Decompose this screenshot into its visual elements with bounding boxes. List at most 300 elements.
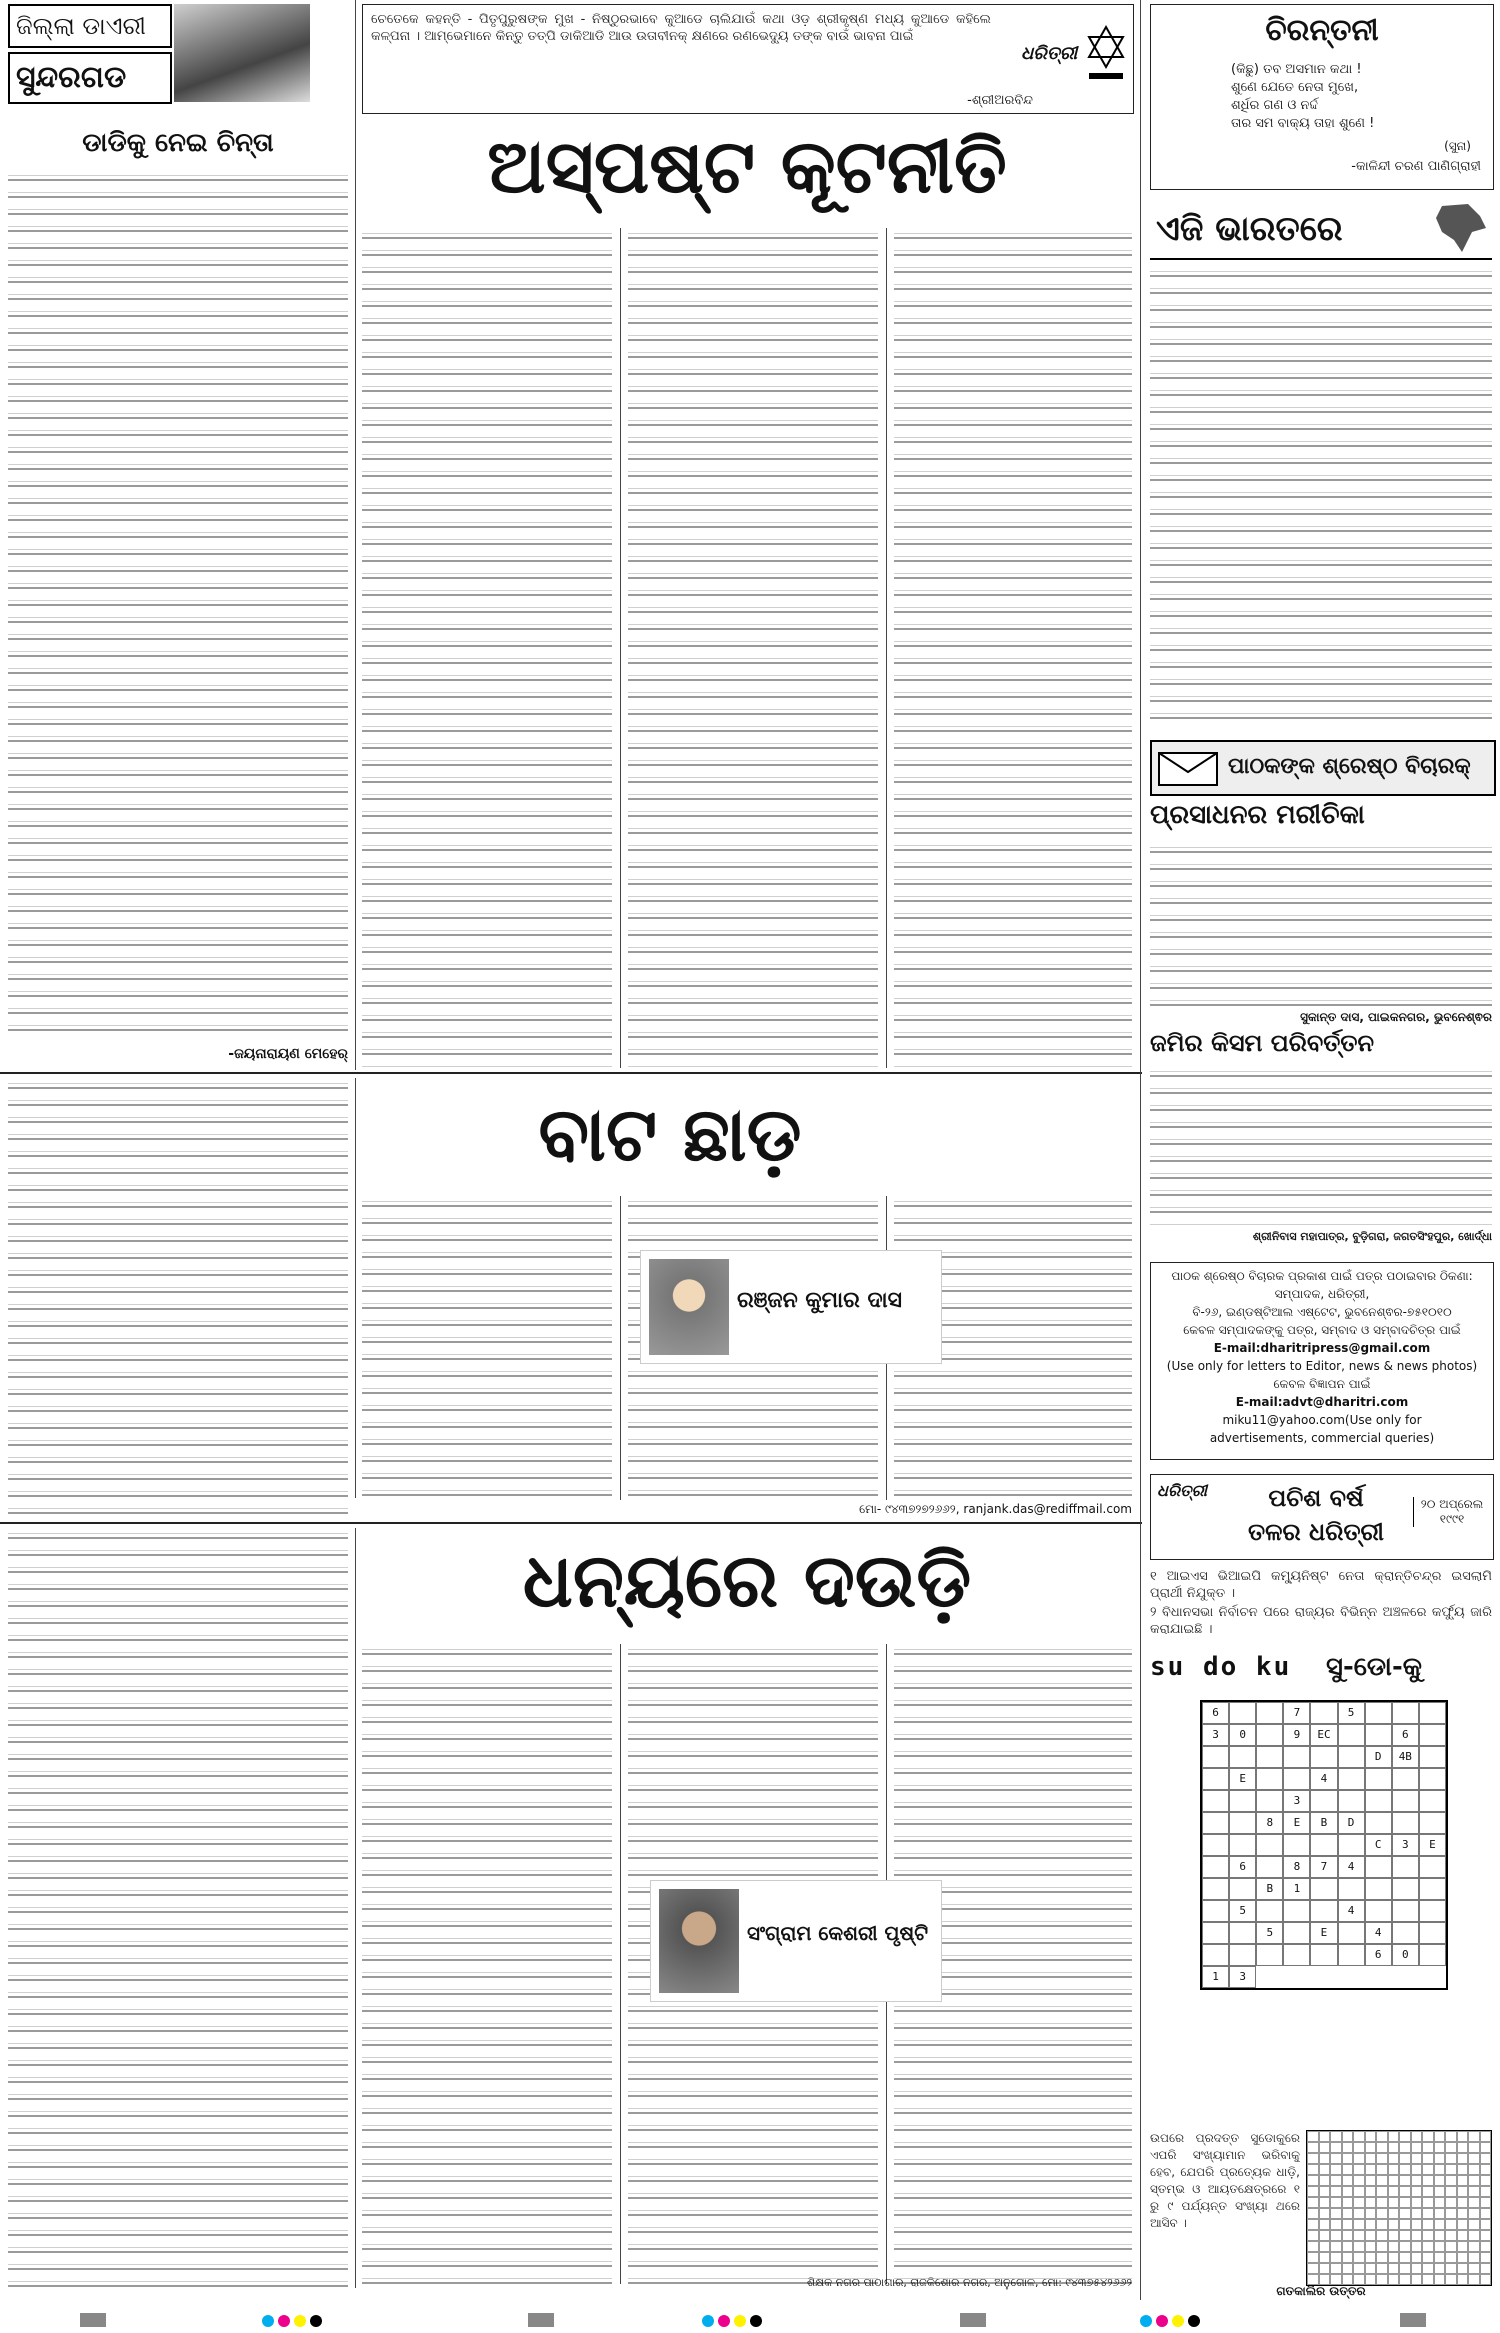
sudoku-cell[interactable]: D [1338, 1812, 1365, 1834]
chirantani-title: ଚିରନ୍ତନୀ [1265, 13, 1379, 48]
sudoku-cell[interactable]: 7 [1310, 1856, 1337, 1878]
sudoku-cell[interactable]: 4 [1338, 1900, 1365, 1922]
solution-cell [1457, 2263, 1469, 2274]
sudoku-cell[interactable]: 3 [1283, 1790, 1310, 1812]
solution-cell [1319, 2164, 1331, 2175]
sudoku-cell[interactable] [1419, 1746, 1446, 1768]
solution-cell [1434, 2230, 1446, 2241]
solution-cell [1468, 2230, 1480, 2241]
sudoku-cell[interactable] [1202, 1746, 1229, 1768]
sudoku-cell[interactable] [1310, 1746, 1337, 1768]
sudoku-cell[interactable] [1310, 1944, 1337, 1966]
solution-cell [1307, 2274, 1319, 2285]
solution-cell [1376, 2197, 1388, 2208]
solution-cell [1342, 2131, 1354, 2142]
solution-cell [1445, 2186, 1457, 2197]
sudoku-cell[interactable] [1338, 1878, 1365, 1900]
contact-line: କେବଳ ସମ୍ପାଦକଙ୍କୁ ପତ୍ର, ସମ୍ବାଦ ଓ ସମ୍ବାଦଚିତ୍ର ପାଇଁ [1183, 1323, 1461, 1337]
sudoku-cell[interactable] [1365, 1878, 1392, 1900]
sudoku-cell[interactable] [1202, 1790, 1229, 1812]
sudoku-cell[interactable]: 6 [1392, 1724, 1419, 1746]
solution-cell [1388, 2197, 1400, 2208]
solution-cell [1307, 2241, 1319, 2252]
solution-cell [1307, 2186, 1319, 2197]
section-rule [0, 1072, 1142, 1074]
contact-line: miku11@yahoo.com(Use only for [1222, 1413, 1422, 1427]
sudoku-cell[interactable]: 6 [1202, 1702, 1229, 1724]
solution-cell [1376, 2164, 1388, 2175]
solution-cell [1445, 2164, 1457, 2175]
sudoku-cell[interactable] [1202, 1812, 1229, 1834]
cyan-dot [702, 2315, 714, 2327]
black-dot [310, 2315, 322, 2327]
sudoku-cell[interactable]: E [1419, 1834, 1446, 1856]
solution-cell [1342, 2197, 1354, 2208]
sudoku-cell[interactable]: C [1365, 1834, 1392, 1856]
column-rule [886, 228, 887, 1068]
sudoku-cell[interactable]: 7 [1283, 1702, 1310, 1724]
sudoku-cell[interactable]: 3 [1202, 1724, 1229, 1746]
solution-cell [1319, 2252, 1331, 2263]
solution-cell [1307, 2230, 1319, 2241]
sudoku-cell[interactable]: 0 [1392, 1944, 1419, 1966]
sudoku-cell[interactable] [1256, 1834, 1283, 1856]
yellow-dot [294, 2315, 306, 2327]
solution-cell [1342, 2252, 1354, 2263]
solution-cell [1422, 2208, 1434, 2219]
solution-cell [1342, 2263, 1354, 2274]
solution-cell [1480, 2252, 1492, 2263]
sudoku-cell[interactable] [1365, 1768, 1392, 1790]
sudoku-cell[interactable] [1392, 1922, 1419, 1944]
author-photo [649, 1259, 729, 1355]
solution-cell [1388, 2219, 1400, 2230]
sudoku-cell[interactable]: 6 [1229, 1856, 1256, 1878]
sudoku-cell[interactable] [1392, 1702, 1419, 1724]
envelope-icon [1158, 752, 1218, 786]
sudoku-cell[interactable] [1283, 1900, 1310, 1922]
solution-cell [1342, 2219, 1354, 2230]
solution-cell [1365, 2186, 1377, 2197]
sudoku-cell[interactable] [1419, 1702, 1446, 1724]
twentyfive-date: ୨୦ ଅପ୍ରେଲ ୧୯୯୧ [1413, 1497, 1490, 1527]
solution-cell [1457, 2241, 1469, 2252]
solution-cell [1480, 2219, 1492, 2230]
sudoku-cell[interactable]: 5 [1256, 1922, 1283, 1944]
solution-cell [1411, 2230, 1423, 2241]
twentyfive-logo: ଧରିତ୍ରୀ [1157, 1481, 1207, 1500]
solution-cell [1330, 2131, 1342, 2142]
sudoku-cell[interactable]: 4 [1310, 1768, 1337, 1790]
solution-cell [1342, 2274, 1354, 2285]
sudoku-cell[interactable] [1229, 1790, 1256, 1812]
solution-cell [1468, 2263, 1480, 2274]
solution-cell [1445, 2175, 1457, 2186]
solution-cell [1457, 2208, 1469, 2219]
sudoku-cell[interactable] [1419, 1790, 1446, 1812]
sudoku-cell[interactable] [1229, 1944, 1256, 1966]
sudoku-cell[interactable]: 1 [1202, 1966, 1229, 1988]
sudoku-cell[interactable]: 6 [1365, 1944, 1392, 1966]
solution-cell [1319, 2208, 1331, 2219]
sudoku-cell[interactable] [1229, 1922, 1256, 1944]
sudoku-cell[interactable]: 5 [1229, 1900, 1256, 1922]
solution-cell [1376, 2263, 1388, 2274]
district-diary-header [8, 4, 308, 124]
poem-line: (କିଛୁ) ତବ ଅସମାନ କଥା ! [1231, 62, 1362, 77]
solution-cell [1422, 2131, 1434, 2142]
solution-cell [1307, 2197, 1319, 2208]
solution-cell [1457, 2164, 1469, 2175]
solution-cell [1353, 2153, 1365, 2164]
solution-cell [1422, 2142, 1434, 2153]
sudoku-cell[interactable] [1310, 1790, 1337, 1812]
sudoku-cell[interactable]: 3 [1392, 1834, 1419, 1856]
solution-cell [1422, 2252, 1434, 2263]
solution-cell [1434, 2208, 1446, 2219]
letter1-title: ପ୍ରସାଧନର ମରୀଚିକା [1150, 800, 1365, 830]
solution-cell [1411, 2131, 1423, 2142]
solution-cell [1411, 2142, 1423, 2153]
ajira-bharata-title: ଏଜି ଭାରତରେ [1156, 209, 1343, 249]
contact-line: ସମ୍ପାଦକ, ଧରିତ୍ରୀ, [1274, 1287, 1370, 1301]
sudoku-cell[interactable]: B [1256, 1878, 1283, 1900]
sudoku-cell[interactable] [1283, 1768, 1310, 1790]
column-rule [1140, 1070, 1141, 2300]
quote-text: ଚେତେକେ କହନ୍ତି - ପିତୃପୁରୁଷଙ୍କ ମୁଖ - ନିଷ୍ଠୁରଭାବେ କୁଆଡେ ଚାଲିଯାଉଁ କଥା ଓଡ଼ ଶ୍ରୀକୃଷ୍ଣ ମଧ୍ୟ କୁଆଡେ କହିଲେ କଳ୍ପନା । ଆମ୍ଭେମାନେ କିନ୍ତୁ ତତ୍ପି ଡାକିଆଡି ଆଉ ଉତାବୀନକ୍ କ୍ଷଣରେ ରଣଭେଦ୍ୟୁ ତଙ୍କ ବାଉଁ ଭାବନା ପାଇଁ [371, 12, 991, 44]
solution-cell [1342, 2175, 1354, 2186]
solution-cell [1376, 2230, 1388, 2241]
solution-cell [1342, 2164, 1354, 2175]
sudoku-cell[interactable] [1392, 1856, 1419, 1878]
solution-cell [1365, 2252, 1377, 2263]
sudoku-cell[interactable] [1202, 1922, 1229, 1944]
solution-cell [1411, 2241, 1423, 2252]
magenta-dot [718, 2315, 730, 2327]
author-panel [640, 1250, 942, 1364]
dharitri-logo: ଧରିତ୍ରୀ [1021, 43, 1078, 64]
solution-cell [1353, 2230, 1365, 2241]
sudoku-cell[interactable]: EC [1310, 1724, 1337, 1746]
sudoku-cell[interactable] [1256, 1944, 1283, 1966]
third-col-1 [8, 1528, 348, 2288]
solution-cell [1365, 2131, 1377, 2142]
india-map-icon [1428, 202, 1492, 256]
sudoku-cell[interactable]: E [1310, 1922, 1337, 1944]
solution-cell [1307, 2208, 1319, 2219]
sudoku-cell[interactable]: 5 [1338, 1702, 1365, 1724]
sudoku-cell[interactable]: 9 [1283, 1724, 1310, 1746]
sudoku-cell[interactable] [1365, 1856, 1392, 1878]
solution-cell [1399, 2131, 1411, 2142]
sudoku-cell[interactable] [1419, 1768, 1446, 1790]
solution-cell [1411, 2153, 1423, 2164]
solution-cell [1445, 2274, 1457, 2285]
solution-cell [1365, 2274, 1377, 2285]
solution-cell [1468, 2186, 1480, 2197]
color-registration [702, 2315, 762, 2327]
sudoku-cell[interactable] [1419, 1922, 1446, 1944]
sudoku-cell[interactable] [1256, 1900, 1283, 1922]
solution-cell [1457, 2252, 1469, 2263]
solution-cell [1376, 2252, 1388, 2263]
solution-cell [1307, 2175, 1319, 2186]
solution-cell [1307, 2219, 1319, 2230]
solution-cell [1388, 2208, 1400, 2219]
sudoku-cell[interactable]: 3 [1229, 1966, 1256, 1988]
solution-cell [1468, 2197, 1480, 2208]
third-address: ଶିକ୍ଷକ ନଗର ପାଠାଗାର, ରାଜକିଶୋର ନଗର, ଅନୁଗୋଳ, ମୋ: ୯୪୩୭୫୪୨୬୬୨ [807, 2276, 1132, 2289]
solution-cell [1365, 2208, 1377, 2219]
sudoku-cell[interactable] [1283, 1944, 1310, 1966]
ajira-bharata-banner [1150, 200, 1492, 260]
third-author-photo [659, 1889, 739, 1993]
solution-cell [1457, 2274, 1469, 2285]
sudoku-cell[interactable] [1338, 1834, 1365, 1856]
second-headline: ବାଟ ଛାଡ଼ [538, 1092, 802, 1178]
solution-cell [1399, 2175, 1411, 2186]
solution-cell [1422, 2263, 1434, 2274]
solution-cell [1330, 2208, 1342, 2219]
solution-cell [1388, 2274, 1400, 2285]
solution-cell [1319, 2197, 1331, 2208]
sudoku-cell[interactable]: 0 [1229, 1724, 1256, 1746]
solution-cell [1388, 2186, 1400, 2197]
solution-cell [1399, 2252, 1411, 2263]
column-rule [355, 1528, 356, 2288]
sudoku-cell[interactable] [1310, 1702, 1337, 1724]
sudoku-cell[interactable] [1202, 1944, 1229, 1966]
sudoku-cell[interactable] [1419, 1856, 1446, 1878]
lead-col-1 [362, 228, 612, 1068]
solution-cell [1307, 2263, 1319, 2274]
sudoku-puzzle [1200, 1700, 1448, 1990]
sudoku-cell[interactable] [1419, 1878, 1446, 1900]
solution-cell [1307, 2153, 1319, 2164]
solution-cell [1319, 2219, 1331, 2230]
solution-cell [1330, 2241, 1342, 2252]
solution-cell [1434, 2175, 1446, 2186]
solution-cell [1319, 2131, 1331, 2142]
solution-cell [1376, 2131, 1388, 2142]
sudoku-cell[interactable] [1229, 1878, 1256, 1900]
second-col-2 [362, 1196, 612, 1500]
solution-cell [1353, 2142, 1365, 2153]
section-rule [0, 1522, 1142, 1524]
magenta-dot [278, 2315, 290, 2327]
solution-cell [1411, 2175, 1423, 2186]
solution-cell [1411, 2208, 1423, 2219]
sudoku-cell[interactable] [1310, 1834, 1337, 1856]
solution-cell [1445, 2142, 1457, 2153]
sudoku-cell[interactable] [1419, 1724, 1446, 1746]
sudoku-cell[interactable] [1392, 1812, 1419, 1834]
solution-cell [1434, 2197, 1446, 2208]
sudoku-cell[interactable] [1365, 1790, 1392, 1812]
sudoku-cell[interactable]: 4B [1392, 1746, 1419, 1768]
registration-mark [960, 2313, 986, 2327]
author-name: ରଞ୍ଜନ କୁମାର ଦାସ [737, 1287, 902, 1313]
solution-cell [1399, 2219, 1411, 2230]
solution-cell [1399, 2153, 1411, 2164]
solution-cell [1422, 2274, 1434, 2285]
star-emblem-icon [1085, 23, 1127, 83]
sudoku-cell[interactable]: E [1229, 1768, 1256, 1790]
solution-cell [1307, 2164, 1319, 2175]
quote-attribution: -ଶ୍ରୀଅରବିନ୍ଦ [967, 93, 1033, 108]
letter1-signature: ସୁକାନ୍ତ ଦାସ, ପାଇକନଗର, ଭୁବନେଶ୍ଵର [1300, 1010, 1492, 1024]
sudoku-cell[interactable] [1202, 1768, 1229, 1790]
column-rule [355, 1078, 356, 1498]
sudoku-cell[interactable] [1392, 1878, 1419, 1900]
sudoku-cell[interactable] [1365, 1812, 1392, 1834]
sudoku-cell[interactable]: E [1283, 1812, 1310, 1834]
solution-cell [1353, 2197, 1365, 2208]
sudoku-instructions: ଉପରେ ପ୍ରଦତ୍ତ ସୁଡୋକୁରେ ଏପରି ସଂଖ୍ୟାମାନ ଭରିବାକୁ ହେବ, ଯେପରି ପ୍ରତ୍ୟେକ ଧାଡ଼ି, ସ୍ତମ୍ଭ ଓ ଆୟତକ୍ଷେତ୍ରରେ ୧ ରୁ ୯ ପର୍ଯ୍ୟନ୍ତ ସଂଖ୍ୟା ଥରେ ଆସିବ । [1150, 2131, 1300, 2230]
solution-cell [1376, 2175, 1388, 2186]
registration-mark [1400, 2313, 1426, 2327]
quote-box [362, 4, 1134, 114]
sudoku-grid[interactable] [1200, 1700, 1448, 1990]
letter2-signature: ଶ୍ରୀନିବାସ ମହାପାତ୍ର, ବୁଡ଼ିଗରା, ଜଗତସିଂହପୁର, ଖୋର୍ଦ୍ଧା [1252, 1230, 1492, 1243]
sudoku-cell[interactable] [1338, 1724, 1365, 1746]
twentyfive-years-box [1150, 1474, 1494, 1560]
solution-cell [1319, 2175, 1331, 2186]
solution-cell [1480, 2164, 1492, 2175]
sudoku-cell[interactable] [1202, 1834, 1229, 1856]
column-rule [620, 1196, 621, 1500]
solution-cell [1376, 2219, 1388, 2230]
solution-cell [1480, 2274, 1492, 2285]
magenta-dot [1156, 2315, 1168, 2327]
sudoku-cell[interactable] [1338, 1768, 1365, 1790]
sudoku-cell[interactable] [1256, 1724, 1283, 1746]
sudoku-cell[interactable] [1392, 1900, 1419, 1922]
solution-cell [1457, 2197, 1469, 2208]
sudoku-brand: su do ku [1150, 1652, 1292, 1682]
sudoku-cell[interactable] [1365, 1724, 1392, 1746]
district-label: ଜିଲ୍ଲା ଡାଏରୀ [16, 12, 146, 40]
solution-cell [1468, 2219, 1480, 2230]
letter2-title: ଜମିର କିସମ ପରିବର୍ତ୍ତନ [1150, 1028, 1375, 1057]
solution-cell [1399, 2274, 1411, 2285]
yellow-dot [734, 2315, 746, 2327]
advt-email-link[interactable]: E-mail:advt@dharitri.com [1235, 1395, 1409, 1409]
sudoku-cell[interactable]: 8 [1256, 1812, 1283, 1834]
sudoku-cell[interactable] [1283, 1834, 1310, 1856]
solution-cell [1434, 2274, 1446, 2285]
sudoku-cell[interactable] [1338, 1944, 1365, 1966]
sudoku-cell[interactable]: 4 [1365, 1922, 1392, 1944]
third-col-2 [362, 1644, 612, 2284]
solution-cell [1480, 2153, 1492, 2164]
sudoku-cell[interactable] [1310, 1878, 1337, 1900]
sudoku-cell[interactable] [1365, 1900, 1392, 1922]
solution-cell [1399, 2230, 1411, 2241]
sudoku-cell[interactable] [1392, 1768, 1419, 1790]
sudoku-cell[interactable]: 8 [1283, 1856, 1310, 1878]
solution-cell [1319, 2186, 1331, 2197]
sudoku-cell[interactable] [1310, 1900, 1337, 1922]
solution-cell [1399, 2142, 1411, 2153]
sudoku-cell[interactable]: 4 [1338, 1856, 1365, 1878]
twentyfive-subtitle: ତଳର ଧରିତ୍ରୀ [1248, 1517, 1384, 1546]
sudoku-cell[interactable] [1229, 1812, 1256, 1834]
solution-cell [1342, 2230, 1354, 2241]
sudoku-cell[interactable]: 1 [1283, 1878, 1310, 1900]
solution-cell [1457, 2186, 1469, 2197]
letter2-body [1150, 1066, 1492, 1226]
sudoku-cell[interactable] [1256, 1746, 1283, 1768]
sudoku-cell[interactable] [1338, 1790, 1365, 1812]
solution-cell [1411, 2263, 1423, 2274]
solution-cell [1319, 2274, 1331, 2285]
sudoku-cell[interactable] [1229, 1746, 1256, 1768]
sudoku-cell[interactable] [1419, 1812, 1446, 1834]
sudoku-cell[interactable] [1419, 1900, 1446, 1922]
solution-cell [1480, 2197, 1492, 2208]
solution-cell [1353, 2131, 1365, 2142]
sudoku-cell[interactable] [1256, 1768, 1283, 1790]
solution-cell [1468, 2164, 1480, 2175]
sudoku-cell[interactable] [1419, 1944, 1446, 1966]
sudoku-cell[interactable] [1256, 1702, 1283, 1724]
black-dot [750, 2315, 762, 2327]
solution-cell [1422, 2153, 1434, 2164]
solution-cell [1330, 2186, 1342, 2197]
solution-cell [1353, 2175, 1365, 2186]
solution-cell [1411, 2219, 1423, 2230]
sudoku-cell[interactable] [1202, 1878, 1229, 1900]
sudoku-cell[interactable] [1338, 1746, 1365, 1768]
solution-cell [1365, 2142, 1377, 2153]
sudoku-cell[interactable] [1283, 1922, 1310, 1944]
sudoku-cell[interactable]: B [1310, 1812, 1337, 1834]
solution-cell [1365, 2263, 1377, 2274]
sudoku-cell[interactable] [1392, 1790, 1419, 1812]
sudoku-cell[interactable]: D [1365, 1746, 1392, 1768]
solution-cell [1388, 2164, 1400, 2175]
sudoku-cell[interactable] [1338, 1922, 1365, 1944]
sudoku-cell[interactable] [1202, 1900, 1229, 1922]
sudoku-cell[interactable] [1202, 1856, 1229, 1878]
third-author-panel [650, 1880, 942, 2002]
solution-cell [1330, 2263, 1342, 2274]
sudoku-cell[interactable] [1283, 1746, 1310, 1768]
district-name: ସୁନ୍ଦରଗଡ [16, 60, 127, 95]
solution-cell [1445, 2208, 1457, 2219]
district-diary-byline: -ଜୟନାରାୟଣ ମେହେର୍ [228, 1046, 348, 1062]
chirantani-author: -କାଳିନ୍ଦୀ ଚରଣ ପାଣିଗ୍ରାହୀ [1351, 159, 1481, 174]
editor-email-link[interactable]: E-mail:dharitripress@gmail.com [1213, 1341, 1431, 1355]
column-rule [620, 1644, 621, 2284]
solution-cell [1365, 2219, 1377, 2230]
sudoku-cell[interactable] [1256, 1790, 1283, 1812]
letters-header: ପାଠକଙ୍କ ଶ୍ରେଷ୍ଠ ବିଚାରକ୍ [1228, 753, 1471, 779]
sudoku-cell[interactable] [1365, 1702, 1392, 1724]
solution-cell [1330, 2142, 1342, 2153]
solution-cell [1468, 2241, 1480, 2252]
solution-cell [1411, 2164, 1423, 2175]
sudoku-cell[interactable] [1229, 1702, 1256, 1724]
solution-cell [1399, 2164, 1411, 2175]
solution-cell [1399, 2197, 1411, 2208]
sudoku-header [1150, 1648, 1492, 1692]
sudoku-cell[interactable] [1229, 1834, 1256, 1856]
solution-cell [1480, 2131, 1492, 2142]
chirantani-source: (ସୁନା) [1444, 139, 1471, 153]
sudoku-cell[interactable] [1256, 1856, 1283, 1878]
